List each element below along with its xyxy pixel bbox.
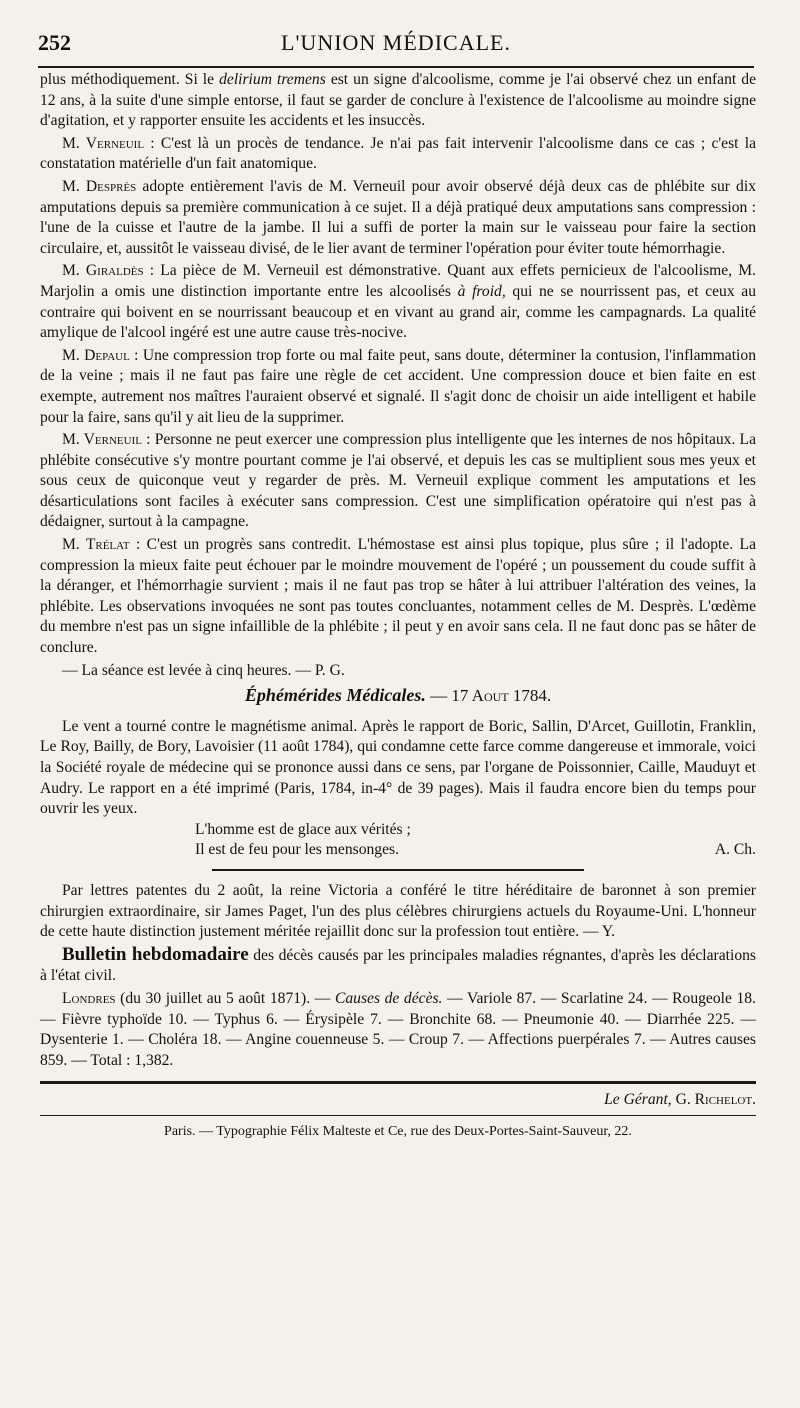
emphasis: à froid, (457, 282, 506, 300)
gerant-label: Le Gérant, (604, 1091, 672, 1109)
session-closing: — La séance est levée à cinq heures. — P. G. (62, 661, 345, 679)
page-header (38, 30, 754, 68)
speaker-name: M. Trélat : (62, 536, 141, 554)
bulletin-data (40, 989, 756, 1071)
paragraph (40, 346, 756, 428)
ephemerides-heading (40, 685, 756, 707)
text-run: La pièce de M. Verneuil est démonstrative. Quant aux effets pernicieux de l'alcoolisme, M. Marjolin a omis une distinction importante entre les alcoolisés (40, 262, 756, 300)
text-run: Une compression trop forte ou mal faite peut, sans doute, déterminer la contusion, l'inflammation de la veine ; mais il ne faut pas faire une règle de cet accident. Une compression douce et bien faite en est exempte, autrement nos maîtres l'auraient observé et signalé. Il s'agit donc de choisir un aide intelligent et habile pour la faire, sans qu'il y ait lieu de la supprimer. (40, 346, 756, 426)
text-run: C'est un progrès sans contredit. L'hémostase est ainsi plus topique, plus sûre ; il l'adopte. La compression la mieux faite peut échouer par le moindre mouvement de l'opéré ; un poussement du coude suffit à la déranger, et l'hémorrhagie survient ; mais il ne faut pas trop se hâter à lui attribuer l'altération des veines, la phlébite. Les observations invoquées ne sont pas toutes concluantes, notamment celles de M. Desprès. L'œdème du membre n'est pas un signe infaillible de la phlébite ; il peut y en avoir sans cela. Il ne faut donc pas se hâter de conclure. (40, 536, 756, 657)
page-number: 252 (38, 30, 71, 55)
text-run: (du 30 juillet au 5 août 1871). — (115, 989, 335, 1007)
text-run: Personne ne peut exercer une compression plus intelligente que les internes de nos hôpitaux. La phlébite consécutive s'y montre pourtant comme je l'ai observé, et depuis les cas se multiplient sous mes yeux et sous ceux de quiconque veut y regarder de près. M. Verneuil explique comment les amputations et les désarticulations sont faciles à exécuter sans compression. C'est une simplification opératoire qui n'est pas à dédaigner, surtout à la campagne. (40, 431, 756, 531)
bulletin-title: Bulletin hebdomadaire (62, 943, 249, 965)
footer-divider (40, 1081, 756, 1084)
text-run: adopte entièrement l'avis de M. Verneuil pour avoir observé déjà deux cas de phlébite sur dix amputations depuis sa première communication à ce sujet. Il a déjà pratiqué deux amputations sans compression : l'une de la cuisse et l'autre de la jambe. Il lui a suffi de porter la main sur le vaisseau pour faire la section circulaire, et, aussitôt le vaisseau divisé, de le lier avant de terminer l'opération pour éviter toute hémorrhagie. (40, 177, 756, 257)
ephemerides-text: Le vent a tourné contre le magnétisme animal. Après le rapport de Boric, Sallin, D'Arcet, Guillotin, Franklin, Le Roy, Bailly, de Bory, Lavoisier (11 août 1784), qui condamne cette farce comme dangereuse et immorale, voici la Société royale de médecine qui se prononce aussi dans ce sens, par l'organe de Poissonnier, Caille, Mauduyt et Audry. Le rapport en a été imprimé (Paris, 1784, in-4° de 39 pages). Mais il faudra encore bien du temps pour ouvrir les yeux. (40, 717, 756, 818)
city-name: Londres (62, 989, 116, 1007)
text-run: des décès causés par les principales maladies régnantes, d'après les déclarations à l'état civil. (40, 946, 756, 985)
text-run: — Variole 87. — Scarlatine 24. — Rougeole 18. — Fièvre typhoïde 10. — Typhus 6. — Érysipèle 7. — Bronchite 68. — Pneumonie 40. — Diarrhée 225. — Dysenterie 1. — Choléra 18. — Angine couenneuse 5. — Croup 7. — Affections puerpérales 7. — Autres causes 859. — Total : 1,382. (40, 989, 756, 1069)
paragraph (40, 70, 756, 132)
speaker-name: M. Verneuil : (62, 431, 151, 449)
speaker-name: M. Desprès (62, 177, 137, 195)
gerant-line (40, 1090, 756, 1111)
text-run: plus méthodiquement. Si le (40, 71, 220, 88)
speaker-name: M. Verneuil : (62, 134, 155, 152)
paragraph (40, 177, 756, 259)
printer-imprint: Paris. — Typographie Félix Malteste et Ce, rue des Deux-Portes-Saint-Sauveur, 22. (164, 1123, 632, 1139)
signature: A. Ch. (714, 841, 756, 859)
section-divider (212, 869, 584, 871)
paragraph (40, 134, 756, 175)
ephemerides-date: — 17 Aout 1784. (430, 686, 552, 706)
text-run: est un signe d'alcoolisme, comme je l'ai observé chez un enfant de 12 ans, à la suite d'une simple entorse, il faut se garder de conclure à l'existence de l'alcoolisme au moindre signe d'agitation, et y rapporter ensuite les accidents et les insuccès. (40, 71, 756, 130)
paragraph (40, 261, 756, 343)
emphasis: delirium tremens (219, 71, 326, 88)
speaker-name: M. Depaul : (62, 346, 139, 364)
gerant-name: G. Richelot. (675, 1091, 756, 1109)
verse-text: Il est de feu pour les mensonges. (195, 841, 399, 859)
text-run: C'est là un procès de tendance. Je n'ai pas fait intervenir l'alcoolisme dans ce cas ; c'est la constatation matérielle d'un fait anatomique. (40, 134, 757, 173)
footer-divider (40, 1115, 756, 1116)
paragraph (40, 535, 756, 659)
baronet-notice: Par lettres patentes du 2 août, la reine Victoria a conféré le titre héréditaire de baronnet à son premier chirurgien extraordinaire, sir James Paget, l'un des plus célèbres chirurgiens actuels du Royaume-Uni. L'honneur de cette haute distinction justement méritée rejaillit donc sur la profession tout entière. — Y. (40, 881, 756, 941)
article-body (40, 70, 756, 1143)
paragraph (40, 430, 756, 533)
verse-line (195, 840, 756, 861)
running-title: L'UNION MÉDICALE. (281, 30, 511, 55)
verse-line: L'homme est de glace aux vérités ; (195, 820, 411, 838)
bulletin-intro (40, 945, 756, 987)
ephemerides-title: Éphémérides Médicales. (244, 685, 426, 706)
speaker-name: M. Giraldès : (62, 262, 155, 280)
emphasis: Causes de décès. (334, 989, 443, 1007)
text-run: qui ne se nourrissent pas, et ceux au contraire qui boivent en se nourrissant beaucoup et en vivant au grand air, comme les campagnards. La qualité amylique de l'alcool ingéré est une autre cause très-nocive. (40, 282, 757, 342)
